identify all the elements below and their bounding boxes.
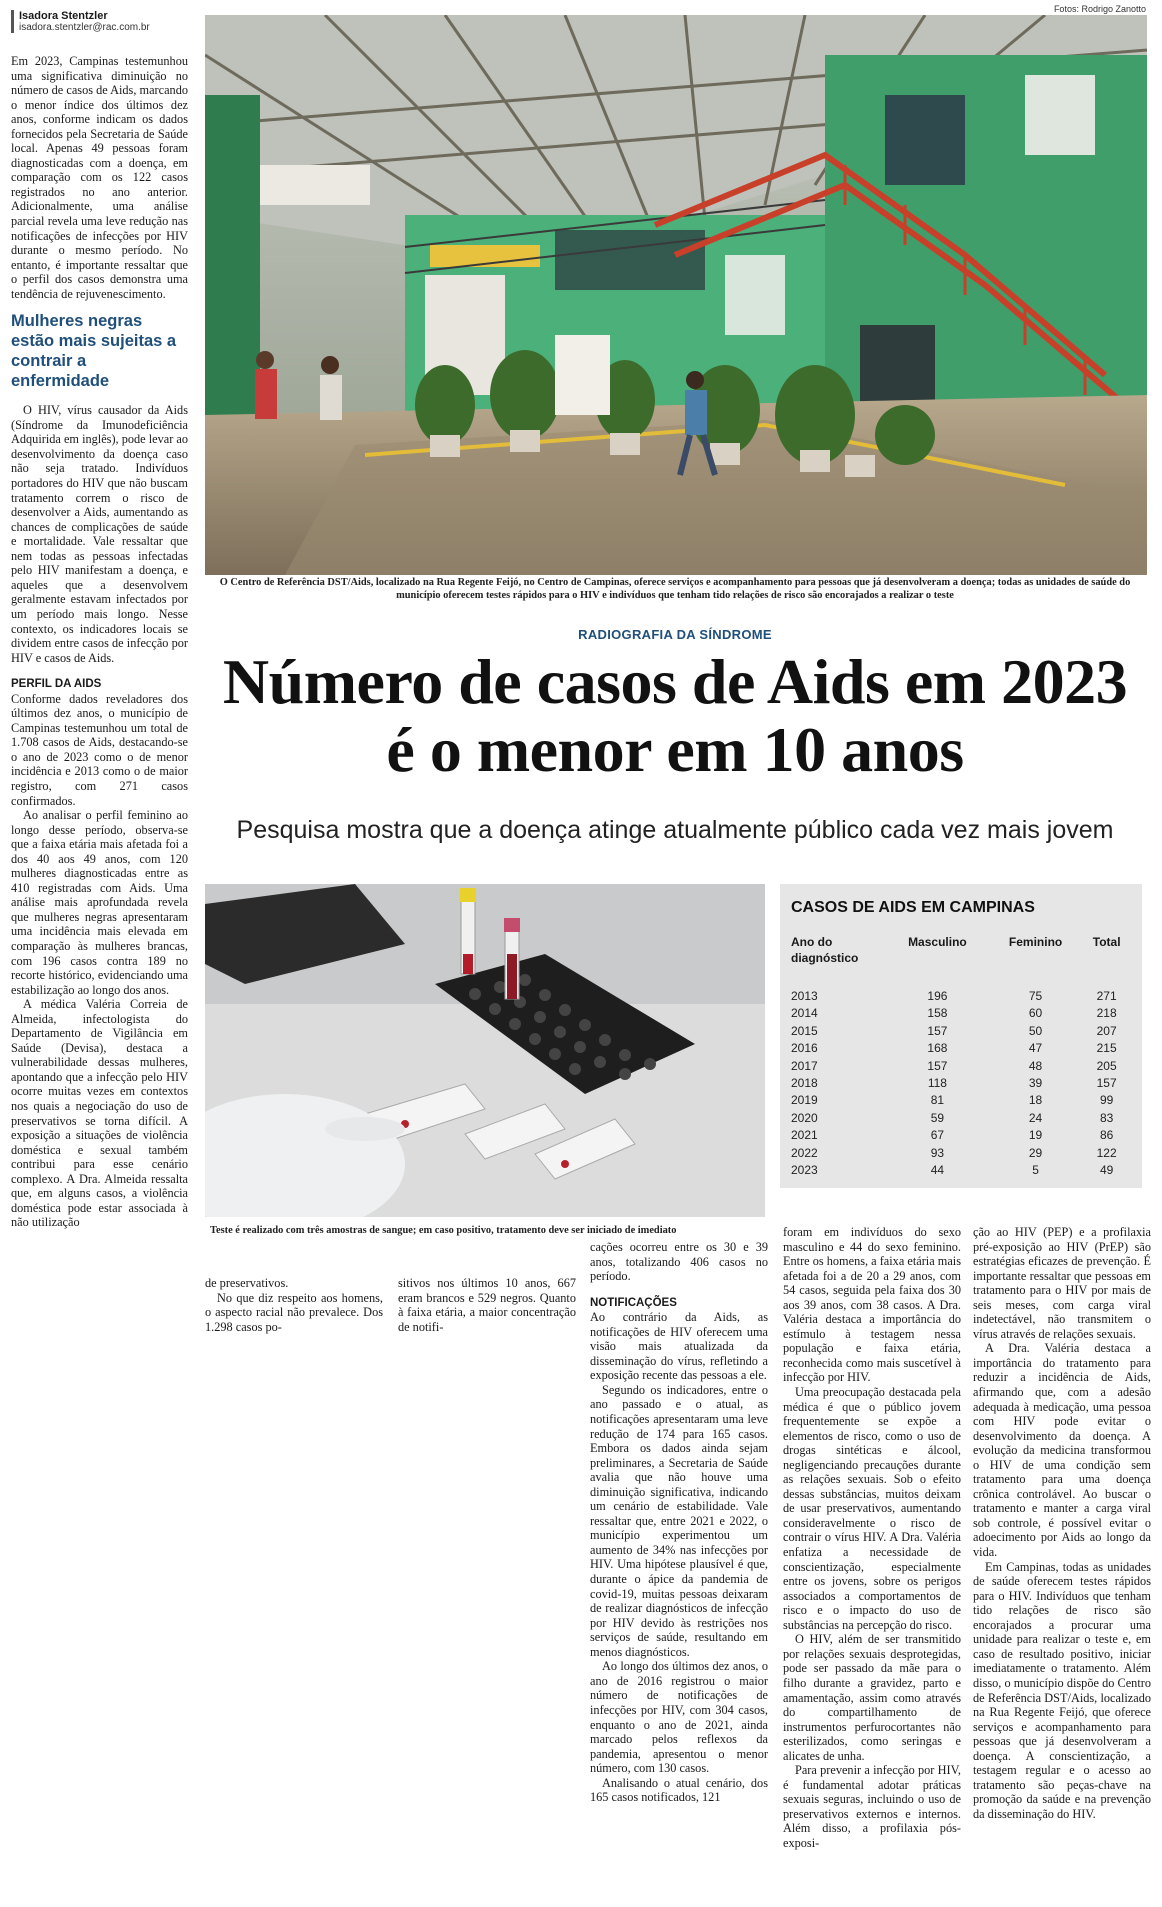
paragraph: sitivos nos últimos 10 anos, 667 eram brancos e 529 negros. Quanto à faixa etária, a maior concentração de notifi- <box>398 1276 576 1334</box>
cell-total: 218 <box>1096 1006 1117 1021</box>
cell-total: 99 <box>1099 1093 1114 1108</box>
kicker: RADIOGRAFIA DA SÍNDROME <box>578 627 772 642</box>
section-heading-perfil: PERFIL DA AIDS <box>11 678 102 691</box>
cases-table <box>791 934 1131 1179</box>
cell-male: 67 <box>930 1128 945 1143</box>
cell-total: 157 <box>1096 1076 1117 1091</box>
cell-total: 86 <box>1099 1128 1114 1143</box>
cell-male: 158 <box>927 1006 948 1021</box>
cell-male: 44 <box>930 1163 945 1178</box>
paragraph: Uma preocupação destacada pela médica é que o público jovem frequentemente se expõe a elementos de risco, como o uso de drogas sintéticas e álcool, negligenciando precauções durante as relações sexuais. Sob o efeito dessas substâncias, muitos deixam de usar preservativos, aumentando consideravelmente o risco de contrair o vírus HIV. A Dra. Valéria enfatiza a necessidade de conscientização, especialmente entre os jovens, sobre os perigos associados a comportamentos de risco e o impacto do uso de substâncias na percepção do risco. <box>783 1385 961 1632</box>
header-year: Ano do diagnóstico <box>791 935 859 965</box>
cell-male: 59 <box>930 1110 945 1125</box>
photo-credit: Fotos: Rodrigo Zanotto <box>1053 4 1146 14</box>
paragraph: Ao analisar o perfil feminino ao longo desse período, observa-se que a faixa etária mais afetada foi a dos 40 aos 49 anos, com 120 mulheres diagnosticadas entre as 410 registradas com Aids. Uma análise mais aprofundada revela que mulheres negras apresentaram uma incidência mais elevada em comparação às mulheres brancas, com 196 casos contra 189 no recorte histórico, evidenciando uma estabilização ao longo dos anos. <box>11 808 188 997</box>
cell-total: 271 <box>1096 989 1117 1003</box>
paragraph: foram em indivíduos do sexo masculino e 44 do sexo feminino. Entre os homens, a faixa etária mais afetada foi a de 20 a 29 anos, com 54 casos, seguida pela faixa dos 30 aos 39 anos, com 38 casos. A Dra. Valéria destaca a importância do estímulo à testagem nessa população e faixa etária, reconhecida como mais suscetível à infecção por HIV. <box>783 1225 961 1385</box>
cell-total: 83 <box>1099 1110 1114 1125</box>
paragraph: A Dra. Valéria destaca a importância do tratamento para reduzir a incidência de Aids, afirmando que, com a adesão adequada à medicação, uma pessoa com HIV pode evitar o desenvolvimento da doença. A evolução da medicina transformou o HIV de uma condição sem tratamento para uma doença crônica controlável. Ao buscar o tratamento e manter a carga viral sob controle, é possível evitar o adoecimento por Aids ao longo da vida. <box>973 1341 1151 1560</box>
cell-year: 2022 <box>791 1145 818 1160</box>
header-female: Feminino <box>1008 935 1063 949</box>
cell-total: 215 <box>1096 1041 1117 1056</box>
paragraph: A médica Valéria Correia de Almeida, infectologista do Departamento de Vigilância em Saúde (Devisa), destaca a vulnerabilidade dessas mulheres, apontando que a infecção pelo HIV ocorre muitas vezes em contextos nos quais a negociação do uso de preservativos se torna difícil. A exposição a situações de violência doméstica e sexual também contribui para esse cenário complexo. A Dra. Almeida ressalta que, em alguns casos, a violência doméstica pode estar associada à não utilização <box>11 997 188 1230</box>
paragraph: No que diz respeito aos homens, o aspecto racial não prevalece. Dos 1.298 casos po- <box>205 1290 383 1334</box>
paragraph: Analisando o atual cenário, dos 165 casos notificados, 121 <box>590 1775 768 1805</box>
table-header-row <box>791 934 1131 988</box>
header-male: Masculino <box>908 935 967 949</box>
table-row <box>791 1005 1131 1022</box>
photo-caption: O Centro de Referência DST/Aids, localizado na Rua Regente Feijó, no Centro de Campinas, oferece serviços e acompanhamento para pessoas que já desenvolveram a doença; todas as unidades de saúde do município oferecem testes rápidos para o HIV e indivíduos que tenham tido relações de risco são encorajados a realizar o teste <box>219 577 1131 601</box>
column-2 <box>205 1276 383 1334</box>
intro-paragraph: Em 2023, Campinas testemunhou uma significativa diminuição no número de casos de Aids, marcando o menor índice dos últimos dez anos, conforme indicam os dados fornecidos pela Secretaria de Saúde local. Apenas 49 pessoas foram diagnosticadas com a doença, em comparação com os 122 casos registrados no ano anterior. Adicionalmente, uma análise parcial revela uma leve redução nas notificações de infecções por HIV durante o mesmo período. No entanto, é importante ressaltar que o perfil dos casos demonstra uma tendência de rejuvenescimento. <box>11 54 188 301</box>
author-email[interactable]: isadora.stentzler@rac.com.br <box>19 22 150 33</box>
cell-year: 2018 <box>791 1076 818 1091</box>
headline: Número de casos de Aids em 2023 é o menor em 10 anos <box>222 646 1128 785</box>
byline <box>11 10 191 33</box>
cell-female: 47 <box>1028 1041 1043 1056</box>
column-1 <box>11 54 188 1230</box>
cell-female: 60 <box>1028 1006 1043 1021</box>
cell-year: 2019 <box>791 1093 818 1108</box>
column-3 <box>398 1276 576 1334</box>
table-body <box>791 988 1131 1179</box>
cell-male: 168 <box>927 1041 948 1056</box>
cell-year: 2017 <box>791 1058 818 1073</box>
table-row <box>791 1040 1131 1057</box>
cell-total: 122 <box>1096 1145 1117 1160</box>
aids-cases-table <box>780 884 1142 1188</box>
column-5 <box>783 1225 961 1851</box>
paragraph: Para prevenir a infecção por HIV, é fundamental adotar práticas sexuais seguras, incluindo o uso de preservativos externos e internos. Além disso, a profilaxia pós-exposi- <box>783 1763 961 1850</box>
cell-female: 19 <box>1028 1128 1043 1143</box>
cell-male: 81 <box>930 1093 945 1108</box>
blood-test-photo <box>205 884 765 1217</box>
paragraph: O HIV, além de ser transmitido por relações sexuais desprotegidas, pode ser passado da mãe para o filho durante a gravidez, parto e amamentação, assim como através do compartilhamento de instrumentos perfurocortantes não esterilizados, como seringas e alicates de unha. <box>783 1632 961 1763</box>
table-row <box>791 1058 1131 1075</box>
paragraph: Ao contrário da Aids, as notificações de HIV oferecem uma visão mais atualizada da disseminação do vírus, refletindo a exposição recente das pessoas a ele. <box>590 1310 768 1383</box>
cell-year: 2015 <box>791 1023 818 1038</box>
cell-female: 39 <box>1028 1076 1043 1091</box>
cell-year: 2016 <box>791 1041 818 1056</box>
author-name: Isadora Stentzler <box>19 10 108 22</box>
table-row <box>791 1145 1131 1162</box>
table-row <box>791 1075 1131 1092</box>
paragraph: Conforme dados reveladores dos últimos dez anos, o município de Campinas testemunhou um total de 1.708 casos de Aids, destacando-se o ano de 2023 como o de menor incidência e 2013 como o de maior registro, com 271 casos confirmados. <box>11 691 188 808</box>
cell-female: 24 <box>1028 1110 1043 1125</box>
table-row <box>791 1092 1131 1109</box>
paragraph: ção ao HIV (PEP) e a profilaxia pré-exposição ao HIV (PrEP) são estratégias eficazes de prevenção. É importante ressaltar que pessoas em tratamento para o HIV por mais de seis meses, com carga viral indetectável, não transmitem o vírus através de relações sexuais. <box>973 1225 1151 1341</box>
table-title: CASOS DE AIDS EM CAMPINAS <box>791 899 1035 916</box>
subheading: Mulheres negras estão mais sujeitas a contrair a enfermidade <box>11 312 177 391</box>
cell-female: 29 <box>1028 1145 1043 1160</box>
table-row <box>791 1127 1131 1144</box>
cell-year: 2020 <box>791 1110 818 1125</box>
cell-female: 75 <box>1028 989 1043 1003</box>
cell-male: 196 <box>927 989 948 1003</box>
paragraph: Segundo os indicadores, entre o ano passado e o atual, as notificações apresentaram uma leve redução de 174 para 165 casos. Embora os dados ainda sejam preliminares, a Secretaria de Saúde avalia que não houve uma diminuição significativa, indicando um cenário de estabilidade. Vale ressaltar que, entre 2021 e 2022, o município experimentou um aumento de 34% nas infecções por HIV. Uma hipótese plausível é que, durante o ápice da pandemia de covid-19, muitas pessoas deixaram de realizar diagnósticos de infecção por HIV devido às restrições nos serviços de saúde, resultando em menos diagnósticos. <box>590 1382 768 1659</box>
cell-total: 205 <box>1096 1058 1117 1073</box>
subtitle: Pesquisa mostra que a doença atinge atualmente público cada vez mais jovem <box>236 816 1114 844</box>
cell-male: 157 <box>927 1058 948 1073</box>
cell-year: 2021 <box>791 1128 818 1143</box>
paragraph: O HIV, vírus causador da Aids (Síndrome da Imunodeficiência Adquirida em inglês), pode levar ao desenvolvimento da doença caso não seja tratado. Indivíduos portadores do HIV que não buscam tratamento correm o risco de desenvolver a Aids, aumentando as chances de complicações de saúde e mortalidade. Vale ressaltar que nem todas as pessoas infectadas pelo HIV manifestam a doença, e aqueles que a desenvolvem geralmente estavam infectados por um período mais longo. Nesse contexto, os indicadores locais se dividem entre casos de infecção por HIV e casos de Aids. <box>11 403 188 665</box>
table-row <box>791 1110 1131 1127</box>
cell-female: 18 <box>1028 1093 1043 1108</box>
column-4 <box>590 1240 768 1805</box>
cell-total: 207 <box>1096 1023 1117 1038</box>
section-heading-notificacoes: NOTIFICAÇÕES <box>590 1296 677 1309</box>
paragraph: Ao longo dos últimos dez anos, o ano de 2016 registrou o maior número de notificações de infecções por HIV, com 304 casos, enquanto o ano de 2021, ainda marcado pelos reflexos da pandemia, apresentou o menor número, com 130 casos. <box>590 1659 768 1776</box>
photo-caption-lab: Teste é realizado com três amostras de sangue; em caso positivo, tratamento deve ser iniciado de imediato <box>210 1225 677 1236</box>
column-6 <box>973 1225 1151 1821</box>
cell-total: 49 <box>1099 1163 1114 1178</box>
header-total: Total <box>1092 935 1121 949</box>
paragraph: de preservativos. <box>205 1276 289 1290</box>
table-row <box>791 988 1131 1005</box>
cell-year: 2014 <box>791 1006 818 1021</box>
cell-male: 93 <box>930 1145 945 1160</box>
cell-female: 5 <box>1032 1163 1039 1178</box>
cell-male: 157 <box>927 1023 948 1038</box>
table-row <box>791 1023 1131 1040</box>
cell-year: 2023 <box>791 1163 818 1178</box>
cell-year: 2013 <box>791 989 818 1003</box>
cell-male: 118 <box>927 1076 947 1091</box>
paragraph: cações ocorreu entre os 30 e 39 anos, totalizando 406 casos no período. <box>590 1240 768 1284</box>
health-center-photo <box>205 15 1147 575</box>
cell-female: 50 <box>1028 1023 1043 1038</box>
table-row <box>791 1162 1131 1179</box>
paragraph: Em Campinas, todas as unidades de saúde oferecem testes rápidos para o HIV. Indivíduos que tenham tido relações de risco são encorajados a procurar uma unidade para realizar o teste e, em caso de resultado positivo, iniciar imediatamente o tratamento. Além disso, o município dispõe do Centro de Referência DST/Aids, localizado na Rua Regente Feijó, que oferece serviços e acompanhamento para pessoas que já desenvolveram a doença. A conscientização, a testagem regular e o acesso ao tratamento são peças-chave na promoção da saúde e na prevenção da disseminação do HIV. <box>973 1559 1151 1821</box>
cell-female: 48 <box>1028 1058 1043 1073</box>
